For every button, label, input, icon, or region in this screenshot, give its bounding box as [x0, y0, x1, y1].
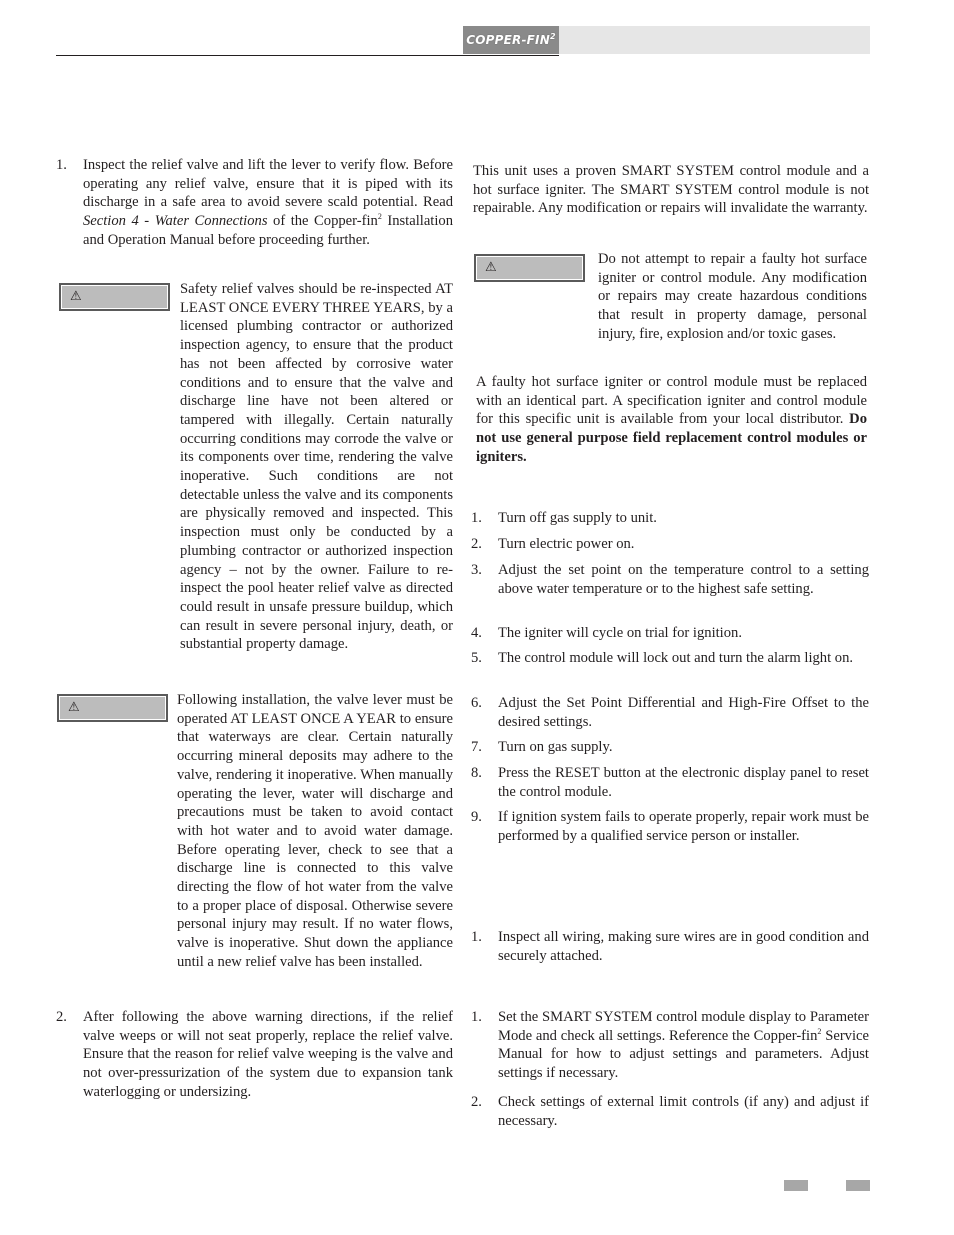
warning-box	[474, 254, 585, 282]
step-text: The control module will lock out and turn the alarm light on.	[498, 650, 854, 666]
limit-controls-text: Check settings of external limit controls (if any) and adjust if necessary.	[498, 1094, 869, 1129]
step-text: Adjust the set point on the temperature control to a setting above water temperature or to the highest safe setting.	[498, 562, 869, 597]
list-number: 9.	[471, 809, 482, 825]
list-number: 2.	[471, 536, 482, 552]
list-number: 1.	[56, 157, 67, 173]
step-text: Turn electric power on.	[498, 536, 635, 552]
list-number: 1.	[471, 1009, 482, 1025]
brand-logo: COPPER-FIN$^2$	[463, 26, 559, 54]
warning-box	[57, 694, 168, 722]
relief-valve-replace-text: After following the above warning directions, if the relief valve weeps or will not seat properly, replace the relief valve. Ensure that the reason for relief valve weeping is the valve and not over-pressurization of the system due to expansion tank waterlogging or undersizing.	[83, 1009, 453, 1100]
list-number: 2.	[471, 1094, 482, 1110]
warning-triangle-icon: ⚠	[485, 260, 497, 275]
warning-triangle-icon: ⚠	[70, 289, 82, 304]
warning-text-annual-lever: Following installation, the valve lever must be operated AT LEAST ONCE A YEAR to ensure that waterways are clear. Certain naturally occurring mineral deposits may adhere to the valve, rendering it inoperative. When manually operating the lever, water will discharge and precautions must be taken to avoid contact with hot water and to avoid water damage. Before operating lever, check to see that a discharge line is connected to this valve directing the flow of hot water from the valve to a proper place of disposal. Otherwise severe personal injury may result. If no water flows, valve is inoperative. Shut down the appliance until a new relief valve has been installed.	[177, 692, 453, 970]
list-number: 1.	[471, 929, 482, 945]
step-text: Turn on gas supply.	[498, 739, 613, 755]
warning-triangle-icon: ⚠	[68, 700, 80, 715]
list-number: 5.	[471, 650, 482, 666]
header-rule	[56, 55, 559, 56]
list-number: 6.	[471, 695, 482, 711]
list-number: 4.	[471, 625, 482, 641]
step-text: Turn off gas supply to unit.	[498, 510, 657, 526]
step-text: The igniter will cycle on trial for ignition.	[498, 625, 742, 641]
settings-check-text: Set the SMART SYSTEM control module display to Parameter Mode and check all settings. Reference the Copper-fin$^2$ Service Manual for how to adjust settings and parameters. Adjust settings if necessary.	[498, 1009, 869, 1082]
warning-text-reinspect: Safety relief valves should be re-inspected AT LEAST ONCE EVERY THREE YEARS, by a licensed plumbing contractor or authorized inspection agency, to ensure that the product has not been affected by corrosive water conditions and to ensure that the valve and discharge line have not been altered or tampered with illegally. Certain naturally occurring conditions may corrode the valve or its components over time, rendering the valve inoperative. Such conditions are not detectable unless the valve and its components are physically removed and inspected. This inspection must only be conducted by a plumbing contractor or authorized inspection agency – not by the owner. Failure to re-inspect the pool heater relief valve as directed could result in unsafe pressure buildup, which can result in severe personal injury, death, or substantial property damage.	[180, 281, 453, 653]
list-number: 7.	[471, 739, 482, 755]
warning-text-no-repair: Do not attempt to repair a faulty hot surface igniter or control module. Any modification or repairs may create hazardous conditions that result in property damage, personal injury, fire, explosion and/or toxic gases.	[598, 251, 867, 342]
footer-marker	[846, 1180, 870, 1191]
list-number: 8.	[471, 765, 482, 781]
list-number: 1.	[471, 510, 482, 526]
list-number: 2.	[56, 1009, 67, 1025]
list-number: 3.	[471, 562, 482, 578]
warning-box	[59, 283, 170, 311]
step-text: If ignition system fails to operate properly, repair work must be performed by a qualified service person or installer.	[498, 809, 869, 844]
wiring-inspect-text: Inspect all wiring, making sure wires are in good condition and securely attached.	[498, 929, 869, 964]
relief-valve-inspect-text: Inspect the relief valve and lift the lever to verify flow. Before operating any relief valve, ensure that it is piped with its discharge in a safe area to avoid severe scald potential. Read Section 4 - Water Connections of the Copper-fin$^2$ Installation and Operation Manual before proceeding further.	[83, 157, 453, 248]
replacement-text: A faulty hot surface igniter or control module must be replaced with an identical part. A specification igniter and control module for this specific unit is available from your local distributor. Do not use general purpose field replacement control modules or igniters.	[476, 374, 867, 465]
smart-system-intro: This unit uses a proven SMART SYSTEM control module and a hot surface igniter. The SMART SYSTEM control module is not repairable. Any modification or repairs will invalidate the warranty.	[473, 163, 869, 217]
footer-marker	[784, 1180, 808, 1191]
step-text: Press the RESET button at the electronic display panel to reset the control module.	[498, 765, 869, 800]
step-text: Adjust the Set Point Differential and High-Fire Offset to the desired settings.	[498, 695, 869, 730]
